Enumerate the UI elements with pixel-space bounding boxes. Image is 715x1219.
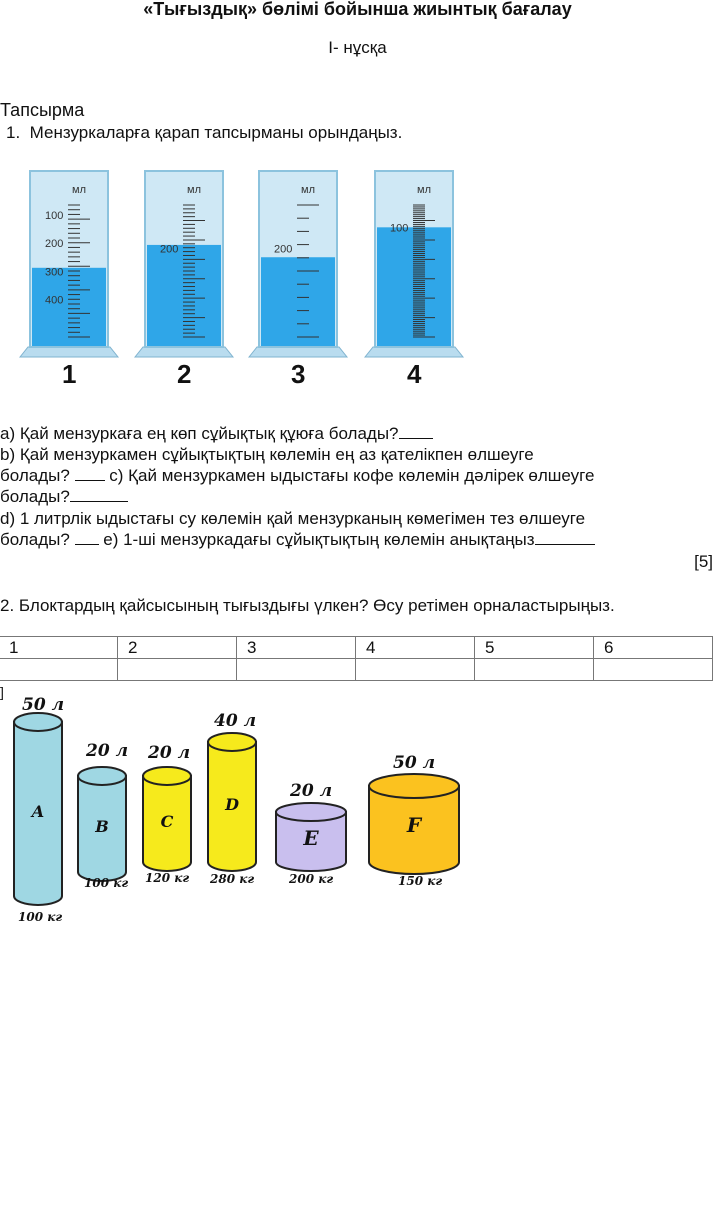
- question-d-e: [0, 529, 712, 550]
- answer-cell[interactable]: [237, 659, 356, 681]
- answer-cell[interactable]: [475, 659, 594, 681]
- measuring-cylinder-1: [20, 171, 118, 389]
- cylinder-number: 4: [407, 359, 422, 389]
- block-A: [14, 695, 64, 924]
- answer-cell[interactable]: [118, 659, 237, 681]
- answer-blank-c[interactable]: [70, 487, 128, 502]
- cylinder-liquid: [32, 268, 106, 346]
- unit-label: мл: [417, 184, 431, 196]
- scale-label: 100: [45, 210, 64, 222]
- table-header-cell: 4: [356, 637, 475, 659]
- cylinder-number: 2: [177, 359, 192, 389]
- unit-label: мл: [301, 184, 315, 196]
- question-c-text: c) Қай мензуркамен ыдыстағы кофе көлемін дәлірек өлшеуге: [104, 466, 595, 485]
- block-top: [143, 767, 191, 785]
- task2-text: 2. Блоктардың қайсысының тығыздығы үлкен? Өсу ретімен орналастырыңыз.: [0, 596, 615, 615]
- table-header-cell: 5: [475, 637, 594, 659]
- answer-blank-b[interactable]: [75, 466, 105, 481]
- block-volume: 20 л: [86, 741, 129, 761]
- scale-label: 400: [45, 294, 64, 307]
- unit-label: мл: [187, 184, 201, 196]
- cylinder-liquid: [147, 245, 221, 346]
- measuring-cylinder-2: [135, 171, 233, 389]
- block-mass: 200 кг: [289, 872, 334, 886]
- block-C: [143, 743, 191, 885]
- answer-cell[interactable]: [356, 659, 475, 681]
- block-volume: 20 л: [148, 743, 191, 763]
- block-top: [276, 803, 346, 821]
- variant-label: І- нұсқа: [328, 38, 387, 57]
- scale-label: 300: [45, 266, 64, 279]
- question-c-end: [0, 486, 712, 507]
- block-top: [78, 767, 126, 785]
- task1-number: 1.: [6, 123, 21, 142]
- bracket-mark: ]: [0, 684, 4, 700]
- table-header-row: [0, 637, 713, 659]
- scale-label: 200: [274, 243, 293, 256]
- scale-label: 200: [160, 243, 179, 256]
- block-letter: E: [303, 826, 319, 850]
- table-header-cell: 6: [594, 637, 713, 659]
- task1-instruction: [6, 123, 402, 143]
- question-b-c: [0, 465, 712, 486]
- cylinder-base: [249, 347, 347, 357]
- block-letter: B: [95, 817, 109, 836]
- cylinder-base: [20, 347, 118, 357]
- question-a-text: a) Қай мензуркаға ең көп сұйықтық құюға болады?: [0, 424, 399, 443]
- scale-label: 200: [45, 238, 64, 251]
- question-d: d) 1 литрлік ыдыстағы су көлемін қай мензурканың көмегімен тез өлшеуге: [0, 509, 586, 528]
- block-F: [369, 753, 459, 888]
- cylinder-base: [365, 347, 463, 357]
- block-top: [14, 713, 62, 731]
- block-letter: F: [406, 813, 422, 837]
- order-table: [0, 636, 713, 681]
- block-mass: 100 кг: [84, 876, 129, 890]
- block-letter: A: [31, 802, 45, 821]
- block-volume: 20 л: [290, 781, 333, 801]
- question-e-text: e) 1-ші мензуркадағы сұйықтықтың көлемін анықтаңыз: [98, 530, 535, 549]
- cylinder-number: 3: [291, 359, 306, 389]
- block-D: [208, 711, 256, 886]
- scale-label: 100: [390, 222, 409, 235]
- answer-blank-e[interactable]: [535, 530, 595, 545]
- task1-text: Мензуркаларға қарап тапсырманы орындаңыз.: [29, 123, 403, 142]
- question-b-end: болады?: [0, 466, 75, 485]
- answer-blank-a[interactable]: [399, 424, 433, 439]
- block-volume: 50 л: [393, 753, 436, 773]
- question-c-end-text: болады?: [0, 487, 70, 506]
- block-letter: D: [225, 795, 239, 814]
- answer-blank-d[interactable]: [75, 530, 99, 545]
- question-a: [0, 423, 712, 444]
- section-heading: Тапсырма: [0, 100, 85, 120]
- block-E: [276, 781, 346, 886]
- measuring-cylinder-4: [365, 171, 463, 389]
- block-mass: 100 кг: [18, 910, 63, 924]
- block-volume: 40 л: [214, 711, 257, 731]
- score-mark: [5]: [694, 552, 713, 571]
- table-header-cell: 1: [0, 637, 118, 659]
- measuring-cylinders-figure: [0, 165, 715, 395]
- block-top: [208, 733, 256, 751]
- block-mass: 120 кг: [145, 871, 190, 885]
- blocks-figure: [0, 690, 715, 930]
- answer-cell[interactable]: [0, 659, 118, 681]
- question-d-end: болады?: [0, 530, 75, 549]
- cylinder-number: 1: [62, 359, 77, 389]
- block-B: [78, 741, 128, 890]
- block-top: [369, 774, 459, 798]
- page-title: «Тығыздық» бөлімі бойынша жиынтық бағалау: [143, 0, 572, 19]
- block-letter: C: [160, 812, 174, 831]
- answer-cell[interactable]: [594, 659, 713, 681]
- unit-label: мл: [72, 184, 86, 196]
- measuring-cylinder-3: [249, 171, 347, 389]
- block-volume: 50 л: [22, 695, 65, 715]
- question-b: b) Қай мензуркамен сұйықтықтың көлемін ең аз қателікпен өлшеуге: [0, 445, 534, 464]
- block-mass: 280 кг: [210, 872, 255, 886]
- cylinder-base: [135, 347, 233, 357]
- table-header-cell: 3: [237, 637, 356, 659]
- table-answer-row: [0, 659, 713, 681]
- table-header-cell: 2: [118, 637, 237, 659]
- block-mass: 150 кг: [398, 874, 443, 888]
